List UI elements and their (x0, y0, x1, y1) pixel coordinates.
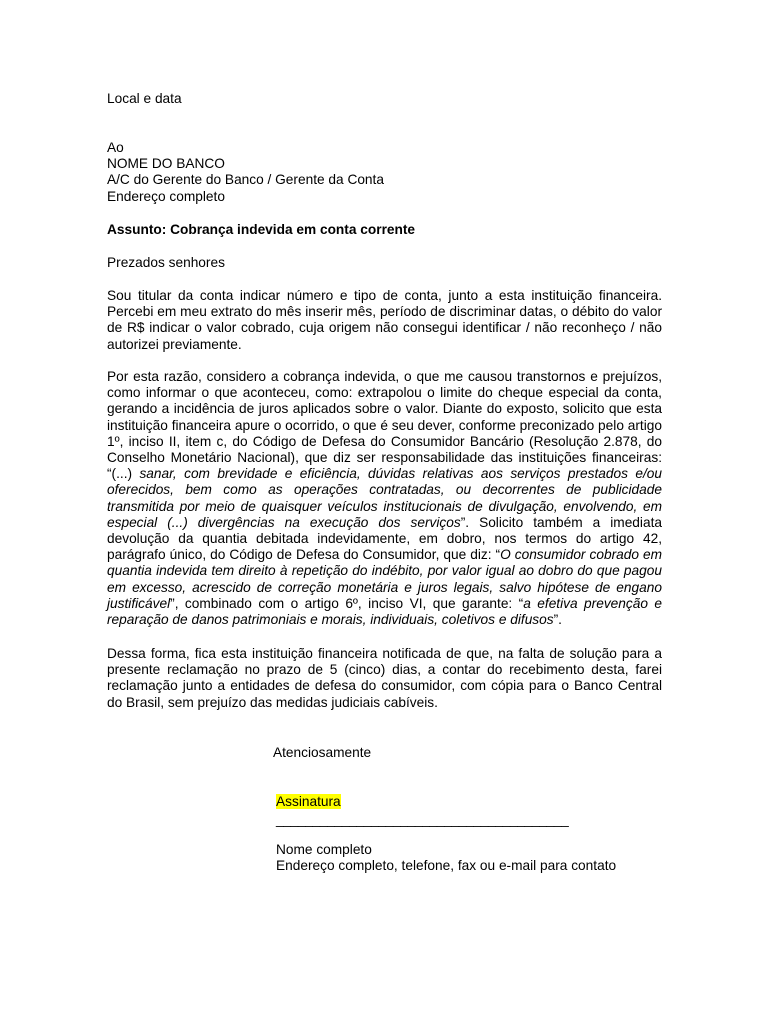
local-and-date: Local e data (107, 91, 182, 106)
paragraph-text: Por esta razão, considero a cobrança indevida, o que me causou transtornos e prejuízos, como informar o que aconteceu, como: extrapolou o limite do cheque especial da conta, gerando a incidência de juros aplicados sobre o valor. Diante do exposto, solicito que esta instituição financeira apure o ocorrido, o que é seu dever, conforme preconizado pelo artigo 1º, inciso II, item c, do Código de Defesa do Consumidor Bancário (Resolução 2.878, do Conselho Monetário Nacional), que diz ser responsabilidade das instituições financeiras: “(...) (107, 369, 662, 482)
paragraph-deadline: Dessa forma, fica esta instituição financeira notificada de que, na falta de solução para a presente reclamação no prazo de 5 (cinco) dias, a contar do recebimento desta, farei reclamação junto a entidades de defesa do consumidor, com cópia para o Banco Central do Brasil, sem prejuízo das medidas judiciais cabíveis. (107, 646, 662, 710)
quote-cdc-art6: a efetiva prevenção e reparação de danos patrimoniais e morais, individuais, coletivos e difusos (107, 595, 662, 628)
recipient-address: Endereço completo (107, 188, 225, 204)
paragraph-text: ”, combinado com o artigo 6º, inciso VI, que garante: “ (170, 595, 524, 611)
subject-line: Assunto: Cobrança indevida em conta corrente (107, 222, 416, 237)
paragraph-account-info: Sou titular da conta indicar número e tipo de conta, junto a esta instituição financeira. Percebi em meu extrato do mês inserir mês, período de discriminar datas, o débito do valor de R$ indicar o valor cobrado, cuja origem não consegui identificar / não reconheço / não autorizei previamente. (107, 288, 662, 352)
paragraph-legal-basis (107, 369, 662, 628)
recipient-to: Ao (107, 140, 124, 155)
closing: Atenciosamente (273, 745, 372, 760)
quote-cdc-art42: O consumidor cobrado em quantia indevida tem direito à repetição do indébito, por valor igual ao dobro do que pagou em excesso, acrescido de correção monetária e juros legais, salvo hipótese de engano justificável (107, 547, 662, 611)
signer-name: Nome completo (276, 842, 372, 857)
signer-block (276, 842, 616, 874)
recipient-block (107, 140, 384, 205)
quote-code-bancario: sanar, com brevidade e eficiência, dúvidas relativas aos serviços prestados e/ou oferecidos, bem como as operações contratadas, ou decorrentes de publicidade transmitida por meio de quaisquer veículos institucionais de divulgação, envolvendo, em especial (...) divergências na execução dos serviços (107, 466, 662, 530)
signature-line: ________________________________________ (276, 812, 569, 827)
signer-contact: Endereço completo, telefone, fax ou e-mail para contato (276, 858, 617, 874)
signature-label-wrap (276, 794, 341, 810)
recipient-attention: A/C do Gerente do Banco / Gerente da Conta (107, 172, 384, 188)
recipient-bank-name: NOME DO BANCO (107, 156, 225, 172)
greeting: Prezados senhores (107, 255, 225, 270)
signature-label: Assinatura (276, 794, 341, 809)
paragraph-text: ”. Solicito também a imediata devolução da quantia debitada indevidamente, em dobro, nos termos do artigo 42, parágrafo único, do Código de Defesa do Consumidor, que diz: “ (107, 514, 662, 563)
paragraph-text: ”. (553, 612, 562, 628)
